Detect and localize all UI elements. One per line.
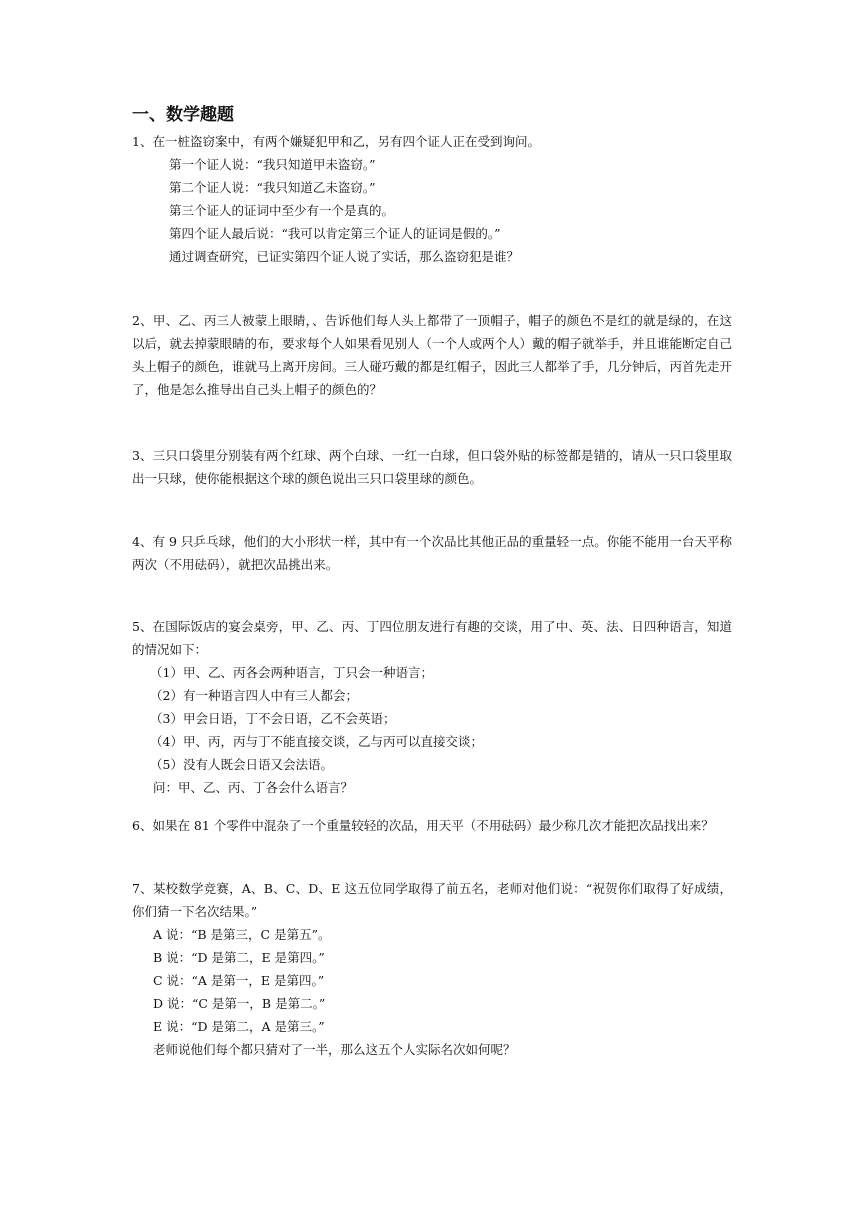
question-1-line: 第一个证人说：“我只知道甲未盗窃。” [169, 157, 376, 172]
question-7-line: C 说：“A 是第一，E 是第四。” [153, 973, 325, 988]
question-7 [132, 877, 732, 1061]
question-5-condition: （3）甲会日语，丁不会日语，乙不会英语； [150, 711, 396, 726]
question-2-text: 2、甲、乙、丙三人被蒙上眼睛，、告诉他们每人头上都带了一顶帽子，帽子的颜色不是红的就是绿的，在这以后，就去掉蒙眼睛的布，要求每个人如果看见别人（一个人或两个人）戴的帽子就举手，并且谁能断定自己头上帽子的颜色，谁就马上离开房间。三人碰巧戴的都是红帽子，因此三人都举了手，几分钟后，丙首先走开了，他是怎么推导出自己头上帽子的颜色的？ [132, 313, 733, 397]
question-7-line: 老师说他们每个都只猜对了一半，那么这五个人实际名次如何呢？ [153, 1042, 516, 1057]
document-page [132, 104, 732, 1061]
question-6-text: 6、如果在 81 个零件中混杂了一个重量较轻的次品，用天平（不用砝码）最少称几次才能把次品找出来？ [132, 818, 714, 833]
question-5 [132, 615, 732, 799]
question-7-line: A 说：“B 是第三，C 是第五”。 [153, 927, 331, 942]
question-5-condition: （1）甲、乙、丙各会两种语言，丁只会一种语言； [150, 665, 433, 680]
question-4 [132, 530, 732, 576]
question-5-condition: （2）有一种语言四人中有三人都会； [150, 688, 358, 703]
question-3-text: 3、三只口袋里分别装有两个红球、两个白球、一红一白球，但口袋外贴的标签都是错的，请从一只口袋里取出一只球，使你能根据这个球的颜色说出三只口袋里球的颜色。 [132, 448, 732, 486]
question-5-condition: （4）甲、丙，丙与丁不能直接交谈，乙与丙可以直接交谈； [150, 734, 483, 749]
question-1-line: 第三个证人的证词中至少有一个是真的。 [169, 203, 395, 218]
question-7-line: D 说：“C 是第一，B 是第二。” [153, 996, 326, 1011]
question-3 [132, 444, 732, 490]
question-1-line: 第四个证人最后说：“我可以肯定第三个证人的证词是假的。” [169, 226, 501, 241]
question-1 [132, 130, 732, 268]
question-5-stem: 5、在国际饭店的宴会桌旁，甲、乙、丙、丁四位朋友进行有趣的交谈，用了中、英、法、日四种语言，知道的情况如下： [132, 619, 732, 657]
question-4-text: 4、有 9 只乒乓球，他们的大小形状一样，其中有一个次品比其他正品的重量轻一点。你能不能用一台天平称两次（不用砝码），就把次品挑出来。 [132, 534, 732, 572]
question-1-line: 第二个证人说：“我只知道乙未盗窃。” [169, 180, 376, 195]
question-1-line: 通过调查研究，已证实第四个证人说了实话，那么盗窃犯是谁？ [169, 249, 520, 264]
question-7-line: B 说：“D 是第二，E 是第四。” [153, 950, 325, 965]
question-5-question: 问：甲、乙、丙、丁各会什么语言？ [153, 780, 354, 795]
question-1-stem: 1、在一桩盗窃案中，有两个嫌疑犯甲和乙，另有四个证人正在受到询问。 [132, 134, 540, 149]
question-2 [132, 309, 732, 401]
question-7-line: E 说：“D 是第二，A 是第三。” [153, 1019, 325, 1034]
question-7-stem: 7、某校数学竞赛，A、B、C、D、E 这五位同学取得了前五名，老师对他们说：“祝贺你们取得了好成绩，你们猜一下名次结果。” [132, 881, 732, 919]
question-5-condition: （5）没有人既会日语又会法语。 [150, 757, 333, 772]
question-6 [132, 814, 732, 837]
section-title: 一、数学趣题 [132, 105, 234, 125]
